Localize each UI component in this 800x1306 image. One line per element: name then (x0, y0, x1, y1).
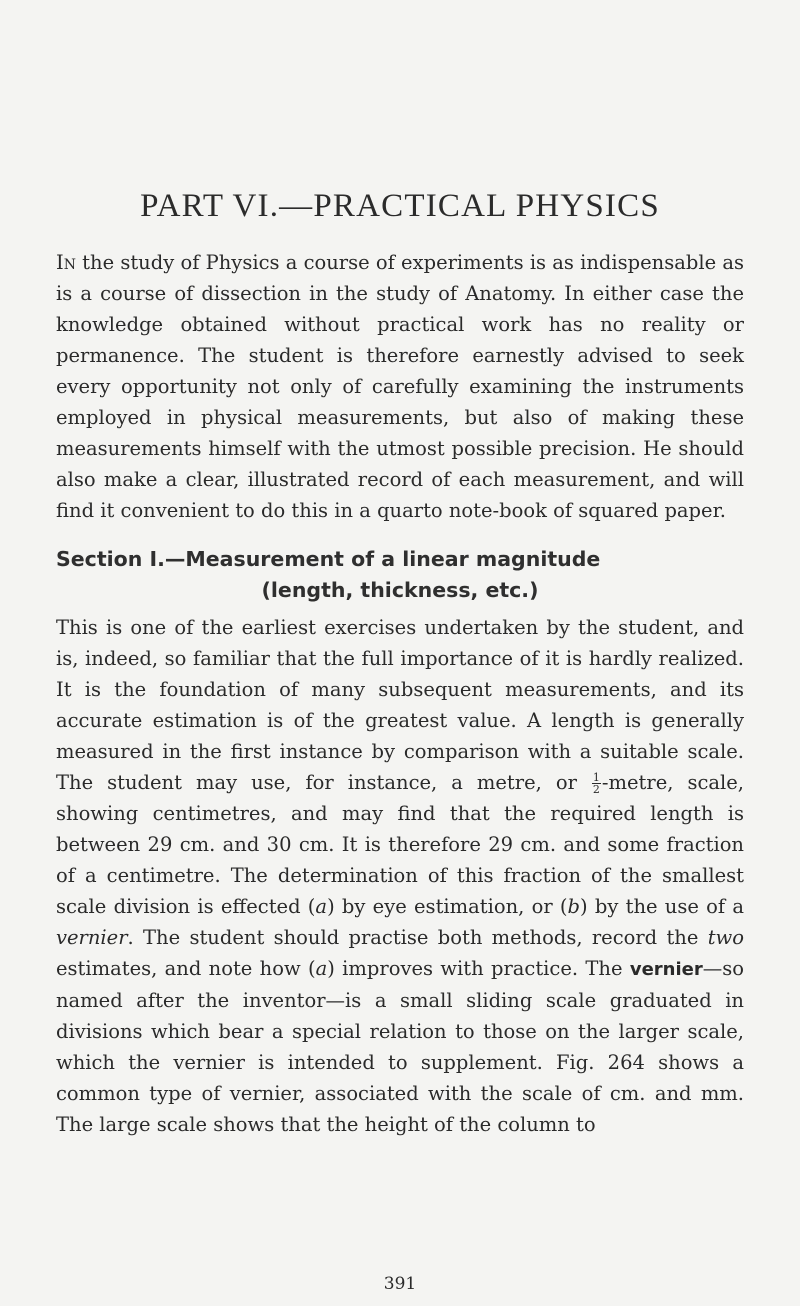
body-text-5: . The student should practise both methods, record the (127, 926, 708, 949)
section-heading-line2: (length, thickness, etc.) (261, 578, 539, 602)
vernier-bold-term: vernier (629, 959, 703, 980)
body-text-8: —so named after the inventor—is a small sliding scale graduated in divisions which bear a special relation to those on the larger scale, which the vernier is intended to supplement. Fig. 264 shows a common type of vernier, associated with the scale of cm. and mm. The large scale shows that the height of the column to (56, 957, 744, 1136)
fraction-numerator: 1 (592, 771, 600, 784)
part-heading: PART VI.—PRACTICAL PHYSICS (140, 188, 660, 224)
intro-dropcap: In (56, 251, 76, 274)
method-a-label-2: a (315, 957, 328, 980)
two-italic: two (707, 926, 744, 949)
method-b-label: b (567, 895, 580, 918)
intro-text: the study of Physics a course of experiments is as indispensable as is a course of dissection in the study of Anatomy. In either case the knowledge obtained without practical work has no reality or permanence. The student is therefore earnestly advised to seek every opportunity not only of carefully examining the instruments employed in physical measurements, but also of making these measurements himself with the utmost possible precision. He should also make a clear, illustrated record of each measurement, and will find it convenient to do this in a quarto note-book of squared paper. (56, 251, 744, 522)
section-paragraph (56, 612, 744, 1140)
section-heading-line1: Section I.—Measurement of a linear magnitude (56, 547, 601, 571)
body-text-2: -metre, scale, showing centimetres, and may find that the required length is between 29 cm. and 30 cm. It is therefore 29 cm. and some fraction of a centimetre. The determination of this fraction of the smallest scale division is effected ( (56, 771, 744, 918)
half-fraction (592, 772, 601, 795)
intro-paragraph (56, 247, 744, 526)
vernier-italic: vernier (56, 926, 128, 949)
fraction-denominator: 2 (592, 783, 600, 796)
body-text-1: This is one of the earliest exercises undertaken by the student, and is, indeed, so familiar that the full importance of it is hardly realized. It is the foundation of many subsequent measurements, and its accurate estimation is of the greatest value. A length is generally measured in the first instance by comparison with a suitable scale. The student may use, for instance, a metre, or (56, 616, 744, 794)
body-text-3: ) by eye estimation, or ( (327, 895, 568, 918)
body-text-6: estimates, and note how ( (56, 957, 316, 980)
method-a-label: a (315, 895, 328, 918)
page-number: 391 (383, 1274, 417, 1294)
body-text-4: ) by the use of a (580, 895, 744, 918)
body-text-7: ) improves with practice. The (327, 957, 630, 980)
section-heading (56, 544, 744, 606)
